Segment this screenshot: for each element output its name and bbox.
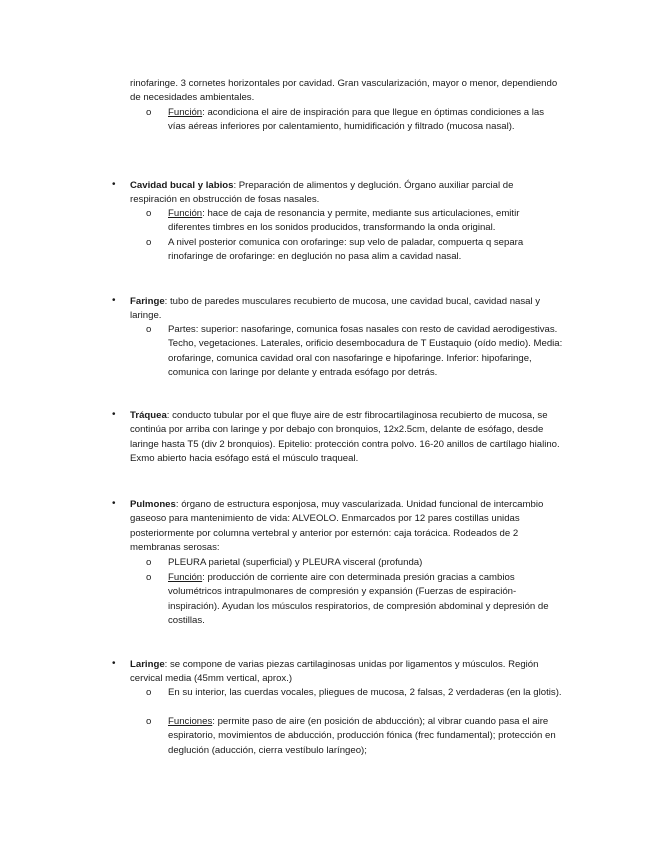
sub-bullet-marker: o — [146, 208, 152, 219]
faringe-text: : tubo de paredes musculares recubierto de mucosa, une cavidad bucal, cavidad nasal y laringe. — [130, 296, 541, 322]
bullet-marker: • — [112, 409, 116, 420]
faringe-paragraph — [130, 295, 562, 324]
bullet-marker: • — [112, 295, 116, 306]
nasal-funcion-item — [168, 106, 564, 135]
pulmones-text: : órgano de estructura esponjosa, muy vascularizada. Unidad funcional de intercambio gaseoso para mantenimiento de vida: ALVEOLO. Enmarcados por 12 pares costillas unidas posteriormente por columna vertebral y anterior por esternón: caja torácica. Rodeados de 2 membranas serosas: — [130, 499, 544, 553]
faringe-partes-item: Partes: superior: nasofaringe, comunica fosas nasales con resto de cavidad aerodigestivas. Techo, vegetaciones. Laterales, orificio desembocadura de T Eustaquio (oído medio). Media: orofaringe, comunica cavidad oral con nasofaringe e hipofaringe. Inferior: hipofaringe, comunica con laringe por delante y entrada esófago por detrás. — [168, 324, 563, 378]
pulmones-funcion-item — [168, 571, 564, 628]
laringe-funciones-text: : permite paso de aire (en posición de abducción); al vibrar cuando pasa el aire espiratorio, movimientos de abducción, producción fónica (frec fundamental); protección en deglución (aducción, cierra vestíbulo laríngeo); — [168, 716, 556, 756]
pulmones-term: Pulmones — [130, 499, 176, 510]
traquea-term: Tráquea — [130, 410, 167, 421]
bucal-funcion-text: : hace de caja de resonancia y permite, mediante sus articulaciones, emitir diferentes timbres en los sonidos producidos, transformando la onda original. — [168, 208, 520, 234]
sub-bullet-marker: o — [146, 716, 152, 727]
bullet-marker: • — [112, 179, 116, 190]
bullet-marker: • — [112, 658, 116, 669]
pulmones-funcion-text: : producción de corriente aire con determinada presión gracias a cambios volumétricos intrapulmonares de compresión y expansión (Fuerzas de espiración-inspiración). Ayudan los músculos respiratorios, de compresión abdominal y depresión de costillas. — [168, 572, 549, 626]
faringe-term: Faringe — [130, 296, 165, 307]
nasal-continuation-text: rinofaringe. 3 cornetes horizontales por cavidad. Gran vascularización, mayor o menor, dependiendo de necesidades ambientales. — [130, 78, 558, 104]
laringe-interior-item: En su interior, las cuerdas vocales, pliegues de mucosa, 2 falsas, 2 verdaderas (en la glotis). — [168, 687, 562, 698]
laringe-text: : se compone de varias piezas cartilaginosas unidas por ligamentos y músculos. Región cervical media (45mm vertical, aprox.) — [130, 659, 539, 685]
sub-bullet-marker: o — [146, 557, 152, 568]
traquea-paragraph — [130, 409, 562, 466]
sub-bullet-marker: o — [146, 107, 152, 118]
bucal-text: : Preparación de alimentos y deglución. Órgano auxiliar parcial de respiración en obstrucción de fosas nasales. — [130, 180, 514, 206]
bucal-posterior-item: A nivel posterior comunica con orofaringe: sup velo de paladar, compuerta q separa rinofaringe de orofaringe: en deglución no pasa alim a cavidad nasal. — [168, 237, 524, 263]
funcion-label: Función — [168, 208, 203, 219]
funciones-label: Funciones — [168, 716, 213, 727]
sub-bullet-marker: o — [146, 687, 152, 698]
traquea-text: : conducto tubular por el que fluye aire de estr fibrocartilaginosa recubierto de mucosa, se continúa por arriba con laringe y por debajo con bronquios, 12x2.5cm, delante de esófago, desde laringe hasta T5 (div 2 bronquios). Epitelio: protección contra polvo. 16-20 anillos de cartílago hialino. Exmo abierto hacia esófago está el músculo traqueal. — [130, 410, 560, 464]
sub-bullet-marker: o — [146, 237, 152, 248]
nasal-funcion-text: : acondiciona el aire de inspiración para que llegue en óptimas condiciones a las vías aéreas inferiores por calentamiento, humidificación y filtrado (mucosa nasal). — [168, 107, 545, 133]
bullet-marker: • — [112, 498, 116, 509]
funcion-label: Función — [168, 107, 203, 118]
sub-bullet-marker: o — [146, 572, 152, 583]
laringe-funciones-item — [168, 715, 564, 758]
pulmones-pleura-item: PLEURA parietal (superficial) y PLEURA visceral (profunda) — [168, 557, 423, 568]
funcion-label: Función — [168, 572, 203, 583]
bucal-term: Cavidad bucal y labios — [130, 180, 234, 191]
bucal-funcion-item — [168, 207, 564, 236]
sub-bullet-marker: o — [146, 324, 152, 335]
pulmones-paragraph — [130, 498, 562, 555]
laringe-term: Laringe — [130, 659, 165, 670]
bucal-paragraph — [130, 179, 562, 208]
laringe-paragraph — [130, 658, 562, 687]
